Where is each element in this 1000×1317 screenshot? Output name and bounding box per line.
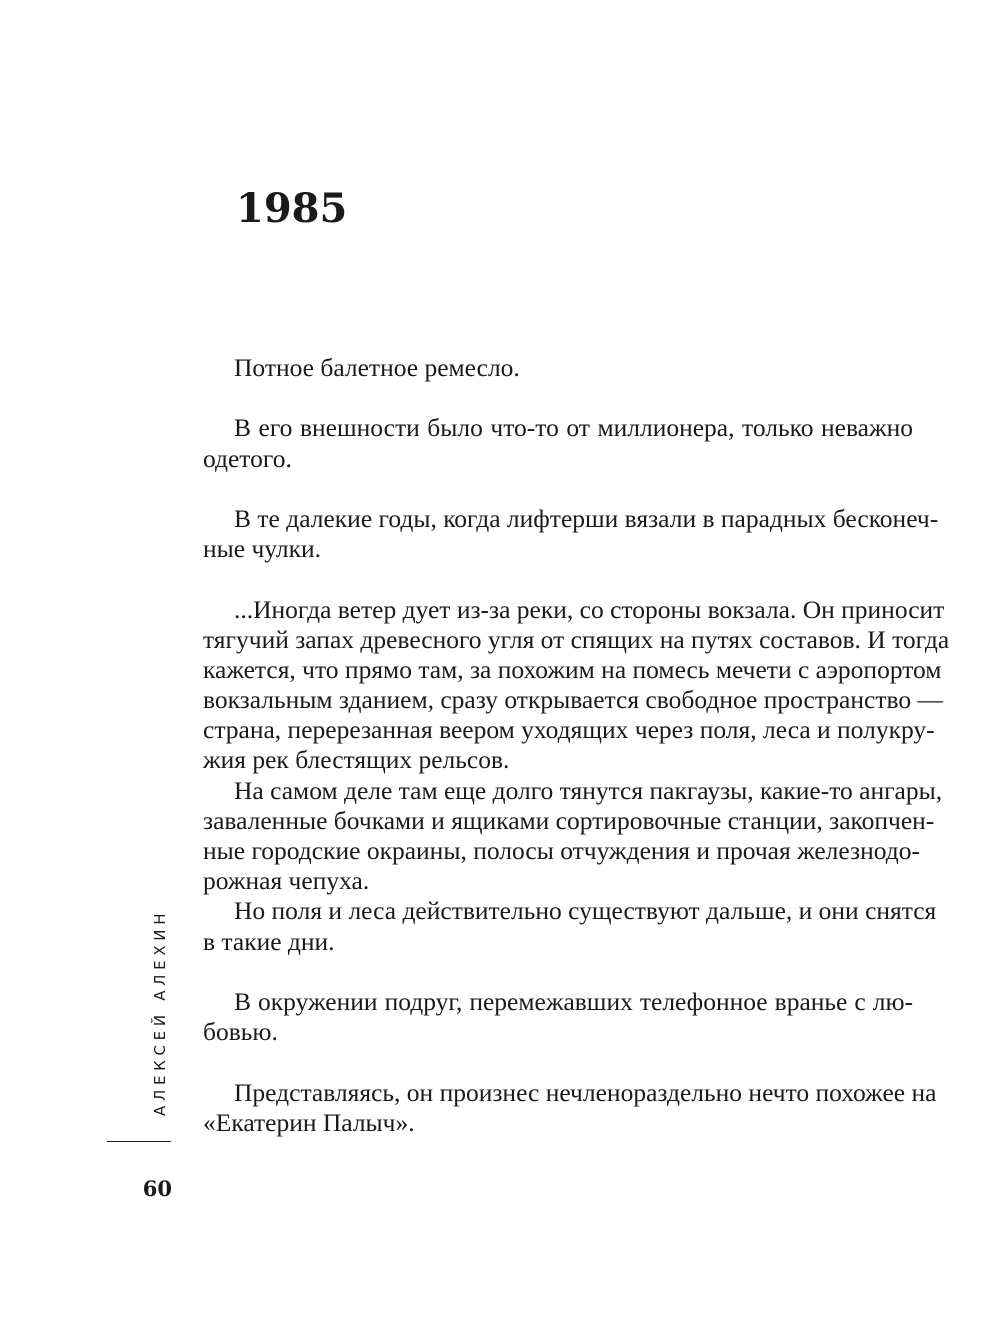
text-line: Потное балетное ремесло.: [234, 353, 520, 382]
text-line: В окружении подруг, перемежавших телефонное вранье с лю-: [234, 986, 913, 1016]
text-line: Но поля и леса действительно существуют дальше, и они снятся: [234, 896, 937, 926]
text-line: На самом деле там еще долго тянутся пакгаузы, какие-то ангары,: [234, 775, 943, 805]
text-line: жия рек блестящих рельсов.: [203, 745, 510, 775]
paragraph-gap: [203, 383, 913, 413]
text-line: бовью.: [203, 1017, 278, 1047]
text-line: одетого.: [203, 443, 292, 473]
paragraph-5: [203, 775, 943, 897]
text-line: страна, перерезанная веером уходящих через поля, леса и полукру-: [203, 715, 935, 745]
text-line: ные городские окраины, полосы отчуждения и прочая железнодо-: [203, 836, 920, 865]
chapter-heading-year: 1985: [236, 185, 348, 232]
text-line: заваленные бочками и ящиками сортировочные станции, закопчен-: [203, 805, 935, 835]
running-head-text: АЛЕКСЕЙ АЛЕХИН: [151, 908, 169, 1116]
text-line: в такие дни.: [203, 926, 335, 956]
paragraph-2: [203, 413, 913, 473]
text-line: кажется, что прямо там, за похожим на помесь мечети с аэропортом: [203, 654, 942, 684]
text-line: вокзальным зданием, сразу открывается свободное пространство —: [203, 685, 943, 715]
paragraph-gap: [203, 1047, 913, 1077]
paragraph-8: [203, 1077, 937, 1138]
folio-divider: [107, 1141, 171, 1142]
paragraph-7: [203, 987, 913, 1047]
running-head-author: [147, 908, 173, 1116]
paragraph-4: [203, 594, 950, 776]
page-body-text: [203, 353, 950, 1138]
text-line: ...Иногда ветер дует из-за реки, со стороны вокзала. Он приносит: [234, 594, 945, 624]
text-line: В его внешности было что-то от миллионера, только неважно: [234, 413, 913, 443]
text-line: В те далекие годы, когда лифтерши вязали в парадных бесконеч-: [234, 503, 939, 533]
text-line: рожная чепуха.: [203, 866, 370, 896]
paragraph-3: [203, 503, 939, 564]
paragraph-6: [203, 896, 937, 956]
text-line: ные чулки.: [203, 534, 322, 564]
paragraph-1: [203, 353, 913, 383]
paragraph-gap: [203, 474, 913, 504]
text-line: «Екатерин Палыч».: [203, 1107, 415, 1137]
text-line: тягучий запах древесного угля от спящих на путях составов. И тогда: [203, 624, 950, 654]
text-line: Представляясь, он произнес нечленораздельно нечто похожее на: [234, 1077, 937, 1107]
page-number: 60: [142, 1176, 172, 1201]
paragraph-gap: [203, 957, 913, 987]
paragraph-gap: [203, 564, 913, 594]
